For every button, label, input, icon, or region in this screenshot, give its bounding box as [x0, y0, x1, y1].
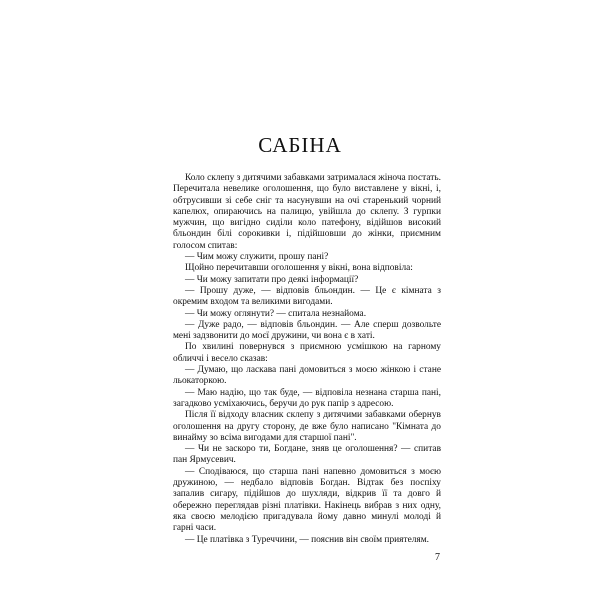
body-text — [173, 173, 441, 546]
paragraph: — Думаю, що ласкава пані домовиться з моєю жінкою і стане льокаторкою. — [173, 365, 441, 387]
paragraph: — Чи не заскоро ти, Богдане, зняв це оголошення? — спитав пан Ярмусевич. — [173, 444, 441, 466]
paragraph: — Чим можу служити, прошу пані? — [185, 252, 329, 263]
paragraph: Після її відходу власник склепу з дитячими забавками обернув оголошення на другу сторону, де вже було написано "Кімната до винайму зо всіма вигодами для старшої пані". — [173, 410, 441, 443]
paragraph: — Це платівка з Туреччини, — пояснив він своїм приятелям. — [185, 534, 429, 545]
paragraph: — Сподіваюся, що старша пані напевно домовиться з моєю дружиною, — недбало відповів Богдан. Відтак без поспіху запалив сигару, підійшов до шухляди, відкрив її та довго й обережно переглядав різні платівки. Накінець вибрав з них одну, яка своєю мелодією пригадувала йому давно минулі молоді й гарні часи. — [173, 466, 441, 534]
paragraph: Коло склепу з дитячими забавками затрималася жіноча постать. Перечитала невелике оголошення, що було виставлене у вікні, і, обтрусивши зі себе сніг та насунувши на очі старенький чорний капелюх, опираючись на палицю, увійшла до склепу. З гурпки мужчин, що вигідно сиділи коло патефону, відійшов високий бльондин білі сорокивки і, підійшовши до жінки, приємним голосом спитав: — [173, 173, 441, 251]
paragraph: — Чи можу оглянути? — спитала незнайома. — [185, 308, 367, 319]
paragraph: — Чи можу запитати про деякі інформації? — [185, 274, 359, 285]
paragraph: По хвилині повернувся з приємною усмішкою на гарному обличчі і весело сказав: — [173, 342, 441, 364]
paragraph: — Маю надію, що так буде, — відповіла незнана старша пані, загадково усміхаючись, беручи до рук папір з адресою. — [173, 387, 441, 409]
paragraph: Щойно перечитавши оголошення у вікні, вона відповіла: — [185, 263, 413, 274]
chapter-title: САБІНА — [258, 133, 342, 157]
page-number: 7 — [435, 552, 440, 563]
paragraph: — Дуже радо, — відповів бльондин. — Але сперш дозвольте мені задзвонити до моєї дружини, чи вона є в хаті. — [173, 319, 441, 342]
paragraph: — Прошу дуже, — відповів бльондин. — Це є кімната з окремим входом та великими вигодами. — [173, 285, 441, 308]
